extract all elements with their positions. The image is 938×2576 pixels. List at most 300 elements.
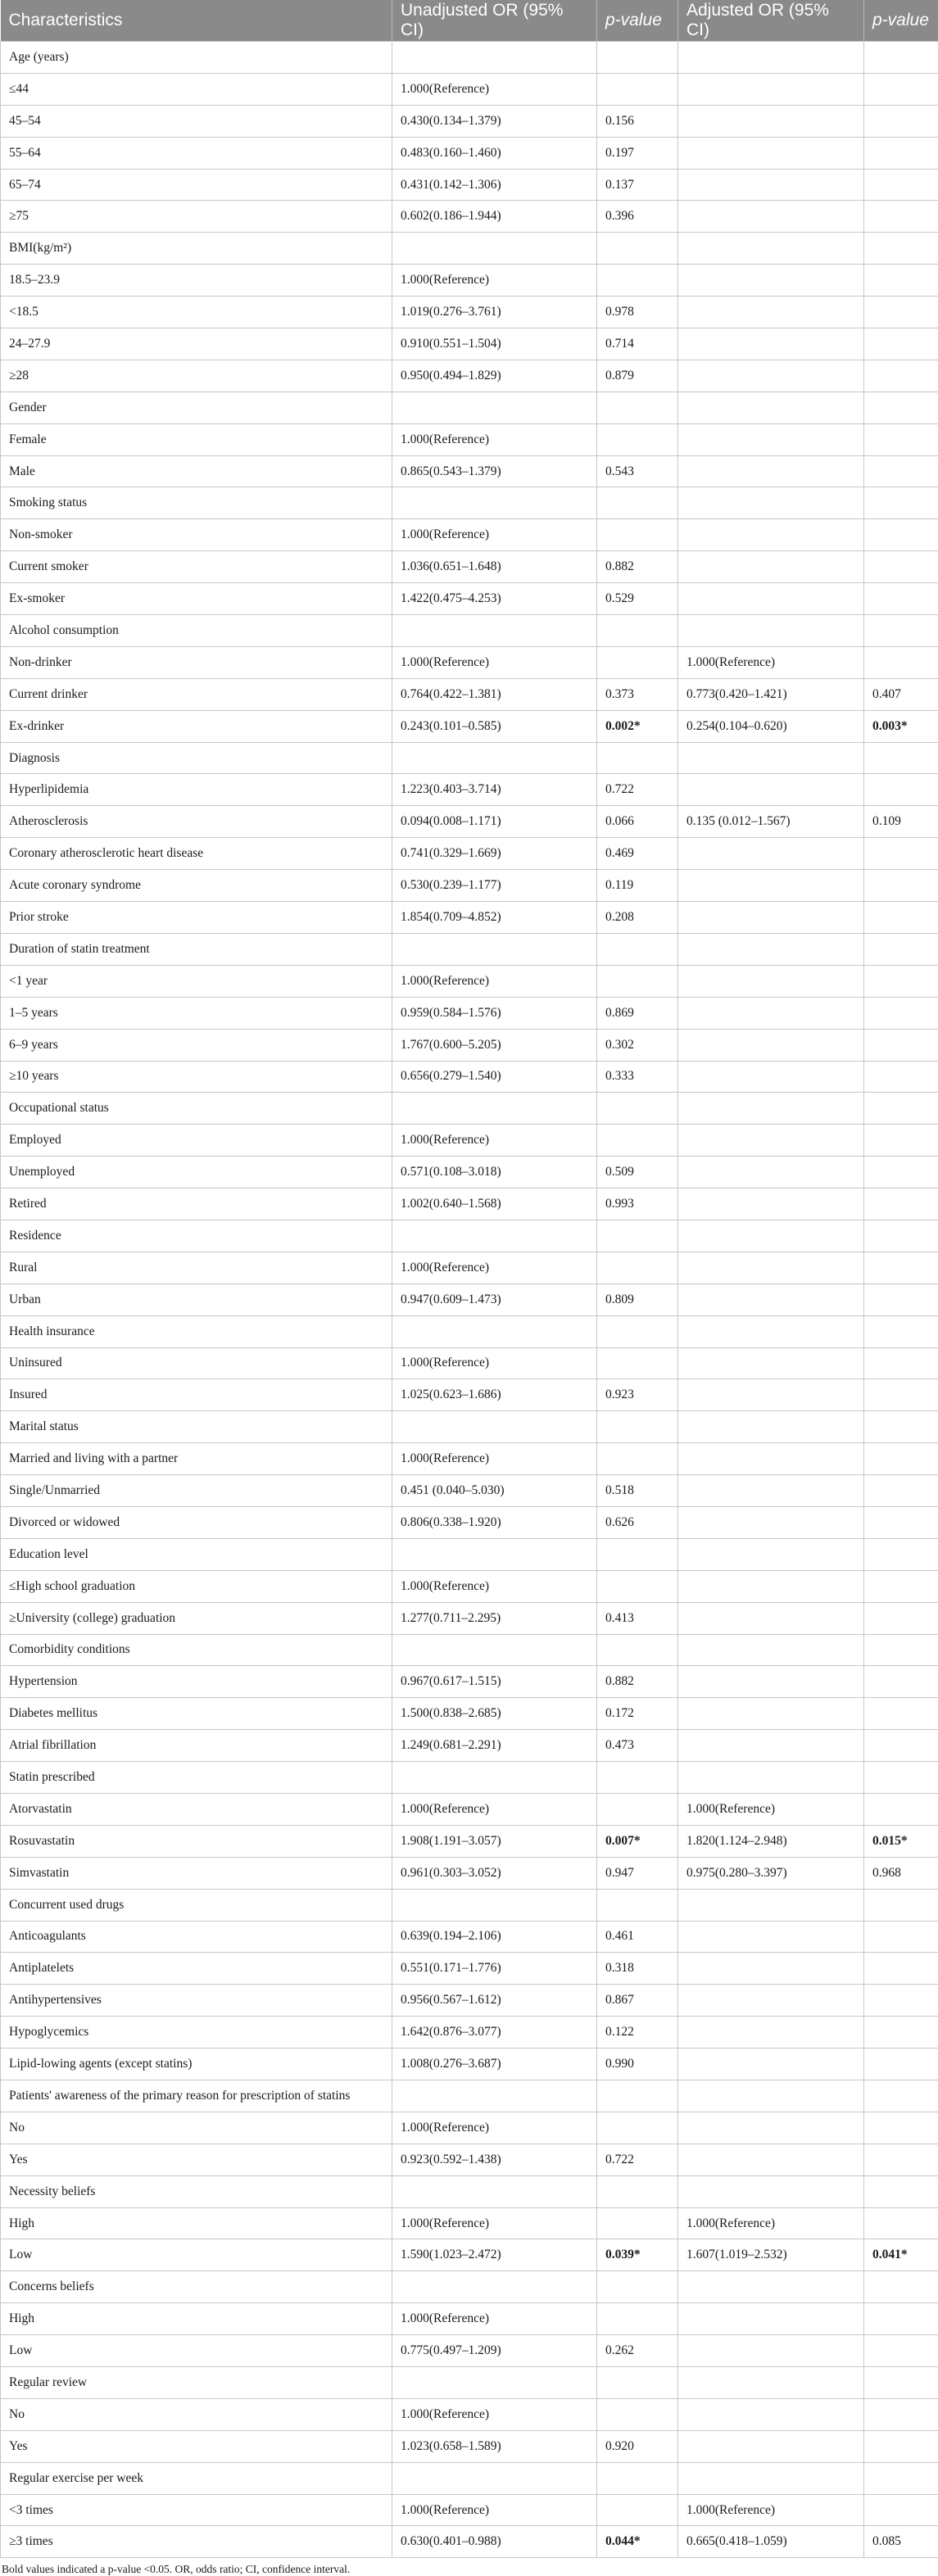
cell-p-value-adjusted: [864, 73, 938, 105]
cell-p-value-unadjusted: 0.197: [597, 137, 678, 169]
table-row: [1, 2144, 938, 2175]
table-row: [1, 169, 938, 201]
cell-unadjusted-or: [392, 1093, 597, 1125]
cell-adjusted-or: 0.135 (0.012–1.567): [678, 806, 864, 838]
table-row: [1, 1411, 938, 1443]
cell-p-value-unadjusted: [597, 73, 678, 105]
cell-p-value-unadjusted: [597, 1125, 678, 1157]
cell-p-value-adjusted: [864, 1762, 938, 1794]
cell-unadjusted-or: [392, 2462, 597, 2494]
table-row: [1, 1953, 938, 1985]
table-row: [1, 1921, 938, 1953]
cell-characteristic: No: [1, 2112, 392, 2144]
cell-p-value-adjusted: [864, 1538, 938, 1570]
cell-p-value-adjusted: [864, 1634, 938, 1666]
cell-adjusted-or: [678, 233, 864, 265]
cell-adjusted-or: [678, 1347, 864, 1379]
cell-adjusted-or: [678, 169, 864, 201]
cell-unadjusted-or: [392, 1889, 597, 1921]
cell-unadjusted-or: 0.571(0.108–3.018): [392, 1157, 597, 1188]
cell-p-value-adjusted: [864, 360, 938, 392]
cell-p-value-adjusted: [864, 1283, 938, 1315]
cell-adjusted-or: [678, 1093, 864, 1125]
cell-unadjusted-or: [392, 1538, 597, 1570]
cell-unadjusted-or: 0.639(0.194–2.106): [392, 1921, 597, 1953]
cell-p-value-unadjusted: 0.137: [597, 169, 678, 201]
cell-p-value-unadjusted: 0.461: [597, 1921, 678, 1953]
cell-p-value-unadjusted: [597, 742, 678, 774]
table-row: [1, 1602, 938, 1634]
cell-p-value-adjusted: [864, 2398, 938, 2430]
cell-characteristic: Acute coronary syndrome: [1, 870, 392, 902]
cell-adjusted-or: [678, 1411, 864, 1443]
cell-unadjusted-or: 0.243(0.101–0.585): [392, 710, 597, 742]
table-row: [1, 328, 938, 360]
cell-characteristic: Hypoglycemics: [1, 2017, 392, 2049]
cell-characteristic: Non-drinker: [1, 646, 392, 678]
cell-p-value-adjusted: [864, 1220, 938, 1252]
cell-p-value-adjusted: [864, 265, 938, 297]
cell-characteristic: Anticoagulants: [1, 1921, 392, 1953]
cell-unadjusted-or: 0.530(0.239–1.177): [392, 870, 597, 902]
table-row: [1, 838, 938, 870]
cell-characteristic: Urban: [1, 1283, 392, 1315]
cell-p-value-adjusted: [864, 2430, 938, 2462]
cell-p-value-adjusted: [864, 1315, 938, 1347]
cell-p-value-unadjusted: [597, 487, 678, 519]
table-row: [1, 2017, 938, 2049]
cell-adjusted-or: [678, 360, 864, 392]
table-row: [1, 265, 938, 297]
table-row: [1, 1157, 938, 1188]
cell-characteristic: Current smoker: [1, 551, 392, 583]
cell-characteristic: Antiplatelets: [1, 1953, 392, 1985]
table-row: [1, 1347, 938, 1379]
cell-p-value-unadjusted: [597, 2112, 678, 2144]
cell-p-value-adjusted: [864, 583, 938, 615]
cell-adjusted-or: [678, 105, 864, 137]
cell-p-value-unadjusted: 0.809: [597, 1283, 678, 1315]
cell-adjusted-or: [678, 1029, 864, 1061]
cell-unadjusted-or: [392, 2271, 597, 2303]
cell-p-value-unadjusted: 0.122: [597, 2017, 678, 2049]
cell-characteristic: 1–5 years: [1, 997, 392, 1029]
cell-p-value-unadjusted: 0.993: [597, 1188, 678, 1220]
cell-p-value-unadjusted: [597, 2367, 678, 2399]
cell-p-value-adjusted: [864, 328, 938, 360]
cell-p-value-adjusted: [864, 2335, 938, 2367]
cell-p-value-unadjusted: [597, 933, 678, 965]
cell-p-value-adjusted: [864, 2303, 938, 2335]
cell-p-value-unadjusted: 0.529: [597, 583, 678, 615]
table-row: [1, 1125, 938, 1157]
cell-p-value-adjusted: [864, 2271, 938, 2303]
cell-unadjusted-or: [392, 2175, 597, 2207]
cell-unadjusted-or: 0.764(0.422–1.381): [392, 678, 597, 710]
cell-adjusted-or: 1.000(Reference): [678, 646, 864, 678]
cell-adjusted-or: [678, 774, 864, 806]
cell-adjusted-or: [678, 1252, 864, 1283]
cell-p-value-adjusted: 0.003*: [864, 710, 938, 742]
cell-characteristic: Age (years): [1, 42, 392, 74]
cell-p-value-unadjusted: [597, 2494, 678, 2526]
table-row: [1, 583, 938, 615]
cell-p-value-adjusted: [864, 965, 938, 997]
table-row: [1, 2239, 938, 2271]
cell-characteristic: <1 year: [1, 965, 392, 997]
cell-adjusted-or: 0.773(0.420–1.421): [678, 678, 864, 710]
cell-adjusted-or: 1.820(1.124–2.948): [678, 1825, 864, 1857]
cell-unadjusted-or: 1.000(Reference): [392, 519, 597, 551]
cell-unadjusted-or: 1.000(Reference): [392, 423, 597, 455]
cell-p-value-unadjusted: 0.869: [597, 997, 678, 1029]
cell-characteristic: 6–9 years: [1, 1029, 392, 1061]
cell-p-value-unadjusted: 0.066: [597, 806, 678, 838]
table-row: [1, 870, 938, 902]
cell-p-value-adjusted: [864, 1666, 938, 1698]
cell-adjusted-or: 1.000(Reference): [678, 2494, 864, 2526]
cell-unadjusted-or: 1.000(Reference): [392, 2112, 597, 2144]
cell-unadjusted-or: 0.967(0.617–1.515): [392, 1666, 597, 1698]
cell-unadjusted-or: 1.008(0.276–3.687): [392, 2049, 597, 2080]
table-row: [1, 519, 938, 551]
cell-adjusted-or: [678, 1443, 864, 1475]
cell-p-value-adjusted: 0.041*: [864, 2239, 938, 2271]
cell-characteristic: Occupational status: [1, 1093, 392, 1125]
cell-p-value-unadjusted: 0.039*: [597, 2239, 678, 2271]
cell-characteristic: Single/Unmarried: [1, 1475, 392, 1507]
cell-p-value-adjusted: [864, 997, 938, 1029]
cell-adjusted-or: [678, 1985, 864, 2017]
cell-p-value-adjusted: [864, 551, 938, 583]
cell-characteristic: Simvastatin: [1, 1857, 392, 1889]
table-row: [1, 455, 938, 487]
cell-adjusted-or: [678, 1379, 864, 1411]
cell-p-value-unadjusted: 0.172: [597, 1698, 678, 1730]
table-row: [1, 2398, 938, 2430]
cell-p-value-adjusted: [864, 838, 938, 870]
cell-adjusted-or: [678, 1666, 864, 1698]
table-row: [1, 2175, 938, 2207]
cell-unadjusted-or: [392, 487, 597, 519]
cell-adjusted-or: [678, 1283, 864, 1315]
cell-characteristic: Patients' awareness of the primary reason for prescription of statins: [1, 2080, 392, 2112]
cell-characteristic: Yes: [1, 2144, 392, 2175]
cell-unadjusted-or: 0.806(0.338–1.920): [392, 1506, 597, 1538]
cell-p-value-unadjusted: 0.469: [597, 838, 678, 870]
cell-p-value-adjusted: [864, 455, 938, 487]
table-row: [1, 678, 938, 710]
cell-characteristic: Low: [1, 2239, 392, 2271]
table-row: [1, 2367, 938, 2399]
cell-p-value-adjusted: [864, 2080, 938, 2112]
cell-adjusted-or: [678, 2080, 864, 2112]
cell-unadjusted-or: [392, 1411, 597, 1443]
cell-p-value-adjusted: 0.109: [864, 806, 938, 838]
cell-unadjusted-or: 1.422(0.475–4.253): [392, 583, 597, 615]
cell-characteristic: No: [1, 2398, 392, 2430]
table-row: [1, 1730, 938, 1762]
cell-characteristic: Low: [1, 2335, 392, 2367]
cell-adjusted-or: [678, 2398, 864, 2430]
cell-p-value-adjusted: [864, 1698, 938, 1730]
cell-unadjusted-or: [392, 1634, 597, 1666]
cell-adjusted-or: [678, 2367, 864, 2399]
cell-p-value-adjusted: [864, 646, 938, 678]
table-row: [1, 806, 938, 838]
cell-p-value-adjusted: [864, 1029, 938, 1061]
cell-adjusted-or: [678, 265, 864, 297]
cell-characteristic: Male: [1, 455, 392, 487]
cell-unadjusted-or: 1.277(0.711–2.295): [392, 1602, 597, 1634]
cell-unadjusted-or: 1.000(Reference): [392, 646, 597, 678]
cell-p-value-unadjusted: [597, 392, 678, 423]
cell-p-value-unadjusted: [597, 1093, 678, 1125]
cell-p-value-unadjusted: [597, 2271, 678, 2303]
cell-unadjusted-or: [392, 933, 597, 965]
cell-adjusted-or: [678, 137, 864, 169]
cell-unadjusted-or: [392, 742, 597, 774]
cell-p-value-unadjusted: 0.318: [597, 1953, 678, 1985]
cell-p-value-unadjusted: 0.333: [597, 1061, 678, 1093]
cell-p-value-unadjusted: [597, 519, 678, 551]
cell-p-value-unadjusted: [597, 1570, 678, 1602]
cell-p-value-unadjusted: [597, 42, 678, 74]
cell-characteristic: Retired: [1, 1188, 392, 1220]
table-row: [1, 615, 938, 647]
table-header-row: [1, 0, 938, 42]
cell-p-value-adjusted: [864, 870, 938, 902]
cell-unadjusted-or: 0.430(0.134–1.379): [392, 105, 597, 137]
cell-p-value-unadjusted: [597, 1634, 678, 1666]
cell-unadjusted-or: 1.000(Reference): [392, 1125, 597, 1157]
table-row: [1, 2207, 938, 2239]
header-unadjusted-or: Unadjusted OR (95% CI): [392, 0, 597, 42]
cell-characteristic: ≥10 years: [1, 1061, 392, 1093]
cell-characteristic: Antihypertensives: [1, 1985, 392, 2017]
cell-adjusted-or: [678, 2049, 864, 2080]
cell-unadjusted-or: 1.000(Reference): [392, 1570, 597, 1602]
table-row: [1, 2430, 938, 2462]
header-p-value-adjusted: p-value: [864, 0, 938, 42]
cell-p-value-unadjusted: [597, 646, 678, 678]
cell-p-value-unadjusted: 0.509: [597, 1157, 678, 1188]
cell-unadjusted-or: 1.908(1.191–3.057): [392, 1825, 597, 1857]
table-row: [1, 774, 938, 806]
table-row: [1, 1506, 938, 1538]
cell-characteristic: Regular exercise per week: [1, 2462, 392, 2494]
cell-p-value-unadjusted: 0.714: [597, 328, 678, 360]
cell-characteristic: Yes: [1, 2430, 392, 2462]
table-row: [1, 2462, 938, 2494]
cell-unadjusted-or: 0.961(0.303–3.052): [392, 1857, 597, 1889]
cell-p-value-unadjusted: [597, 1538, 678, 1570]
cell-unadjusted-or: 0.483(0.160–1.460): [392, 137, 597, 169]
cell-characteristic: Rosuvastatin: [1, 1825, 392, 1857]
table-row: [1, 1570, 938, 1602]
cell-unadjusted-or: 1.023(0.658–1.589): [392, 2430, 597, 2462]
cell-p-value-adjusted: [864, 201, 938, 233]
cell-p-value-adjusted: [864, 1475, 938, 1507]
cell-adjusted-or: [678, 997, 864, 1029]
table-row: [1, 1762, 938, 1794]
cell-unadjusted-or: 1.025(0.623–1.686): [392, 1379, 597, 1411]
table-row: [1, 1475, 938, 1507]
cell-p-value-unadjusted: 0.373: [597, 678, 678, 710]
cell-unadjusted-or: [392, 1220, 597, 1252]
cell-unadjusted-or: 0.094(0.008–1.171): [392, 806, 597, 838]
cell-p-value-unadjusted: [597, 1443, 678, 1475]
cell-characteristic: 45–54: [1, 105, 392, 137]
cell-characteristic: Rural: [1, 1252, 392, 1283]
cell-characteristic: Atorvastatin: [1, 1793, 392, 1825]
cell-p-value-adjusted: 0.407: [864, 678, 938, 710]
cell-adjusted-or: [678, 1220, 864, 1252]
cell-p-value-adjusted: [864, 933, 938, 965]
cell-characteristic: Residence: [1, 1220, 392, 1252]
cell-p-value-unadjusted: [597, 1793, 678, 1825]
cell-p-value-unadjusted: 0.882: [597, 551, 678, 583]
cell-p-value-adjusted: [864, 1730, 938, 1762]
cell-p-value-adjusted: [864, 1093, 938, 1125]
cell-characteristic: Comorbidity conditions: [1, 1634, 392, 1666]
cell-characteristic: Hyperlipidemia: [1, 774, 392, 806]
cell-unadjusted-or: [392, 42, 597, 74]
table-row: [1, 1188, 938, 1220]
cell-unadjusted-or: 0.451 (0.040–5.030): [392, 1475, 597, 1507]
cell-characteristic: Atrial fibrillation: [1, 1730, 392, 1762]
cell-p-value-unadjusted: [597, 615, 678, 647]
table-row: [1, 2271, 938, 2303]
cell-p-value-adjusted: [864, 774, 938, 806]
cell-adjusted-or: [678, 297, 864, 328]
cell-adjusted-or: [678, 328, 864, 360]
cell-p-value-unadjusted: 0.879: [597, 360, 678, 392]
cell-adjusted-or: [678, 2144, 864, 2175]
cell-p-value-unadjusted: 0.518: [597, 1475, 678, 1507]
cell-p-value-unadjusted: 0.044*: [597, 2526, 678, 2558]
cell-p-value-adjusted: [864, 1921, 938, 1953]
table-row: [1, 1634, 938, 1666]
cell-p-value-adjusted: [864, 615, 938, 647]
cell-p-value-unadjusted: [597, 265, 678, 297]
table-row: [1, 1061, 938, 1093]
cell-characteristic: ≥3 times: [1, 2526, 392, 2558]
cell-characteristic: Prior stroke: [1, 902, 392, 934]
cell-p-value-adjusted: [864, 169, 938, 201]
cell-unadjusted-or: 0.923(0.592–1.438): [392, 2144, 597, 2175]
cell-adjusted-or: [678, 1698, 864, 1730]
cell-p-value-unadjusted: [597, 1411, 678, 1443]
table-row: [1, 2526, 938, 2558]
cell-characteristic: Female: [1, 423, 392, 455]
cell-adjusted-or: [678, 2175, 864, 2207]
table-row: [1, 551, 938, 583]
cell-unadjusted-or: 1.000(Reference): [392, 1347, 597, 1379]
cell-p-value-unadjusted: [597, 423, 678, 455]
cell-p-value-adjusted: [864, 1125, 938, 1157]
cell-adjusted-or: 0.975(0.280–3.397): [678, 1857, 864, 1889]
cell-adjusted-or: [678, 1538, 864, 1570]
cell-unadjusted-or: 1.036(0.651–1.648): [392, 551, 597, 583]
table-row: [1, 646, 938, 678]
cell-p-value-adjusted: [864, 42, 938, 74]
cell-characteristic: Regular review: [1, 2367, 392, 2399]
cell-p-value-adjusted: [864, 2049, 938, 2080]
cell-unadjusted-or: 1.000(Reference): [392, 1793, 597, 1825]
cell-p-value-adjusted: [864, 1411, 938, 1443]
cell-p-value-adjusted: [864, 1570, 938, 1602]
cell-characteristic: 65–74: [1, 169, 392, 201]
cell-adjusted-or: [678, 1730, 864, 1762]
table-row: [1, 1985, 938, 2017]
header-characteristics: Characteristics: [1, 0, 392, 42]
cell-adjusted-or: 1.000(Reference): [678, 2207, 864, 2239]
table-row: [1, 1443, 938, 1475]
cell-p-value-unadjusted: 0.626: [597, 1506, 678, 1538]
cell-adjusted-or: [678, 902, 864, 934]
cell-p-value-adjusted: [864, 297, 938, 328]
cell-p-value-unadjusted: [597, 1252, 678, 1283]
cell-adjusted-or: [678, 2112, 864, 2144]
cell-p-value-adjusted: [864, 105, 938, 137]
header-adjusted-or: Adjusted OR (95% CI): [678, 0, 864, 42]
cell-unadjusted-or: 0.910(0.551–1.504): [392, 328, 597, 360]
table-row: [1, 1666, 938, 1698]
cell-adjusted-or: [678, 1125, 864, 1157]
cell-p-value-adjusted: [864, 137, 938, 169]
cell-unadjusted-or: 1.500(0.838–2.685): [392, 1698, 597, 1730]
cell-characteristic: Education level: [1, 1538, 392, 1570]
table-row: [1, 997, 938, 1029]
table-row: [1, 1889, 938, 1921]
cell-characteristic: ≤High school graduation: [1, 1570, 392, 1602]
cell-p-value-unadjusted: [597, 2303, 678, 2335]
cell-characteristic: Gender: [1, 392, 392, 423]
cell-p-value-unadjusted: 0.002*: [597, 710, 678, 742]
table-row: [1, 1220, 938, 1252]
table-row: [1, 2335, 938, 2367]
cell-characteristic: Diabetes mellitus: [1, 1698, 392, 1730]
cell-p-value-adjusted: 0.015*: [864, 1825, 938, 1857]
cell-unadjusted-or: 1.000(Reference): [392, 1443, 597, 1475]
table-row: [1, 2112, 938, 2144]
table-row: [1, 1698, 938, 1730]
cell-adjusted-or: [678, 423, 864, 455]
cell-unadjusted-or: 0.602(0.186–1.944): [392, 201, 597, 233]
cell-adjusted-or: [678, 42, 864, 74]
cell-p-value-adjusted: [864, 392, 938, 423]
cell-adjusted-or: [678, 1157, 864, 1188]
cell-adjusted-or: [678, 1602, 864, 1634]
cell-unadjusted-or: 0.950(0.494–1.829): [392, 360, 597, 392]
cell-p-value-unadjusted: [597, 2462, 678, 2494]
cell-characteristic: BMI(kg/m²): [1, 233, 392, 265]
cell-unadjusted-or: 1.000(Reference): [392, 2398, 597, 2430]
cell-p-value-unadjusted: [597, 1889, 678, 1921]
cell-p-value-unadjusted: 0.978: [597, 297, 678, 328]
cell-characteristic: Married and living with a partner: [1, 1443, 392, 1475]
cell-unadjusted-or: 1.000(Reference): [392, 2207, 597, 2239]
table-row: [1, 42, 938, 74]
cell-characteristic: Statin prescribed: [1, 1762, 392, 1794]
cell-p-value-unadjusted: 0.882: [597, 1666, 678, 1698]
cell-adjusted-or: [678, 2335, 864, 2367]
cell-adjusted-or: [678, 1921, 864, 1953]
cell-unadjusted-or: 0.551(0.171–1.776): [392, 1953, 597, 1985]
cell-characteristic: High: [1, 2303, 392, 2335]
cell-p-value-adjusted: [864, 1379, 938, 1411]
